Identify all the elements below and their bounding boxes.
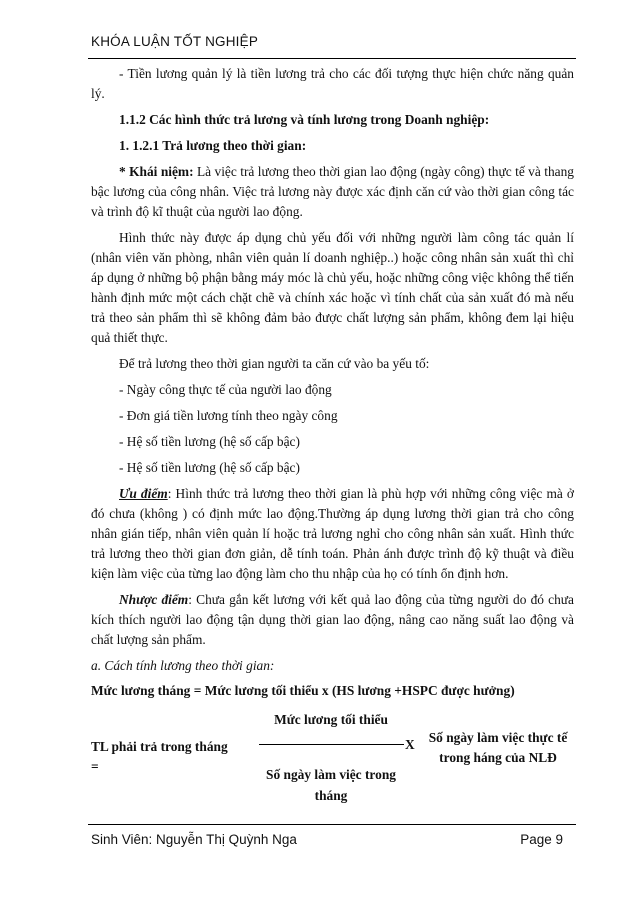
section-heading-1-1-2: 1.1.2 Các hình thức trả lương và tính lương trong Doanh nghiệp: <box>119 112 490 127</box>
advantages-text: : Hình thức trả lương theo thời gian là phù hợp với những công việc mà ở đó chưa (không ) có định mức lao động.Thường áp dụng lương thời gian trả cho công nhân gián tiếp, nhân viên quản lí hoặc trả lương nghỉ cho công nhân sản xuất. Hình thức trả lương theo thời gian đơn giản, dễ tính toán. Phản ánh được trình độ kỹ thuật và điều kiện làm việc của từng lao động làm cho thu nhập của họ có tính ổn định hơn. <box>91 486 575 581</box>
paragraph-application: Hình thức này được áp dụng chủ yếu đối với những người làm công tác quản lí (nhân viên văn phòng, nhân viên quản lí doanh nghiệp..) hoặc công nhân sản xuất thì chỉ áp dụng ở những bộ phận bằng máy móc là chủ yếu, hoặc những công việc không thể tiến hành định mức một cách chặt chẽ và chính xác hoặc vì tính chất của sản xuất đó mà nếu trả theo sản phẩm thì sẽ không đảm bảo được chất lượng sản phẩm, không đem lại hiệu quả thiết thực. <box>91 230 574 345</box>
list-item: - Đơn giá tiền lương tính theo ngày công <box>119 408 338 423</box>
formula-denominator: Số ngày làm việc trong tháng <box>266 767 396 803</box>
disadvantages-text: : Chưa gắn kết lương với kết quả lao động của từng người do đó chưa kích thích người lao động tận dụng thời gian lao động, nâng cao năng suất lao động và chất lượng sản phẩm. <box>91 592 574 647</box>
footer-page-number: Page 9 <box>520 832 563 847</box>
subheading-calculation: a. Cách tính lương theo thời gian: <box>91 658 275 673</box>
list-item: - Hệ số tiền lương (hệ số cấp bậc) <box>119 460 300 475</box>
paragraph-definition <box>91 162 574 222</box>
formula-time-salary <box>91 712 574 812</box>
list-item: - Hệ số tiền lương (hệ số cấp bậc) <box>119 434 300 449</box>
formula-multiply: X <box>405 737 415 752</box>
formula-numerator: Mức lương tối thiểu <box>274 712 388 727</box>
paragraph-advantages <box>91 484 574 584</box>
advantages-label: Ưu điểm <box>119 486 168 501</box>
fraction-line <box>259 744 404 745</box>
formula-right: Số ngày làm việc thực tế trong háng của NLĐ <box>428 730 568 765</box>
paragraph-three-factors: Để trả lương theo thời gian người ta căn cứ vào ba yếu tố: <box>119 356 430 371</box>
document-body <box>91 64 574 707</box>
formula-monthly-salary: Mức lương tháng = Mức lương tối thiểu x (HS lương +HSPC được hưởng) <box>91 683 515 698</box>
section-heading-1-1-2-1: 1. 1.2.1 Trả lương theo thời gian: <box>119 138 307 153</box>
paragraph-disadvantages <box>91 590 574 650</box>
list-item: - Ngày công thực tế của người lao động <box>119 382 332 397</box>
formula-left-label: TL phải trả trong tháng <box>91 739 228 754</box>
disadvantages-label: Nhược điểm <box>119 592 189 607</box>
formula-equals: = <box>91 759 99 774</box>
footer-student-name: Sinh Viên: Nguyễn Thị Quỳnh Nga <box>91 832 297 847</box>
paragraph-management-salary: - Tiền lương quản lý là tiền lương trả cho các đối tượng thực hiện chức năng quản lý. <box>91 66 574 101</box>
page-header-title: KHÓA LUẬN TỐT NGHIỆP <box>91 34 259 49</box>
header-rule <box>88 58 576 59</box>
definition-label: * Khái niệm: <box>119 164 194 179</box>
definition-text: Là việc trả lương theo thời gian lao động (ngày công) thực tế và thang bậc lương của công nhân. Việc trả lương này được xác định căn cứ vào thời gian công tác và trình độ kĩ thuật của người lao động. <box>91 164 574 219</box>
footer-rule <box>88 824 576 825</box>
formula-left <box>91 737 228 777</box>
